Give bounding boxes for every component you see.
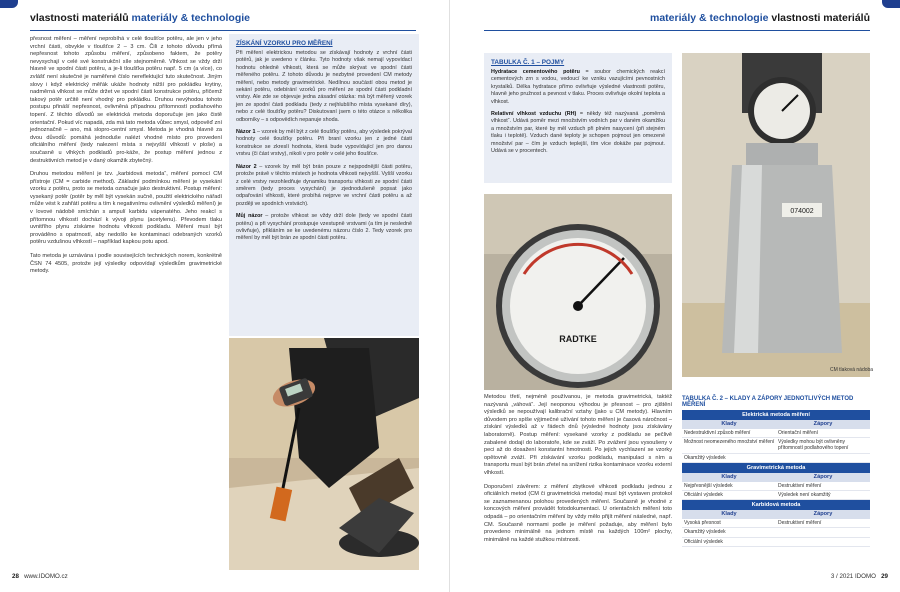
- term-label: Relativní vlhkost vzduchu (RH): [491, 111, 577, 118]
- opinion-text: – vzorek by měl být z celé tloušťky potěru, aby výsledek pokrýval hodnoty celé tloušťky potěru. Při braní vzorku jen z jedné části konstrukce se zkreslí hodnota, která bude vypovídající jen pro danou vrstvu (či část vrstvy), nikoli v pro potěr v celé jeho tloušťce.: [236, 129, 412, 158]
- term-label: Hydratace cementového potěru: [491, 69, 580, 75]
- table-row: [682, 491, 870, 500]
- header-section-accent: materiály & technologie: [650, 12, 769, 24]
- left-footer: [12, 573, 68, 580]
- right-text-column: [484, 394, 672, 550]
- moisture-meter-illustration: [229, 338, 419, 570]
- pros-cell: Oficiální výsledek: [684, 538, 723, 545]
- gauge-illustration: [484, 194, 672, 390]
- pros-cell: Nedestruktivní způsob měření: [684, 430, 751, 436]
- pros-cell: Možnost neomezeného množství měření: [684, 439, 775, 446]
- vessel-serial-label: 074002: [790, 208, 814, 215]
- header-rule: [30, 30, 416, 31]
- opinion-label: Názor 1: [236, 129, 256, 136]
- header-section-dark: vlastnosti materiálů: [771, 12, 870, 24]
- cons-cell: Výsledek není okamžitý: [778, 492, 831, 499]
- photo-caption: CM tlaková nádoba: [830, 367, 874, 373]
- table-row: [682, 538, 870, 547]
- term-item: [491, 111, 665, 155]
- opinion-label: Názor 2: [236, 163, 257, 170]
- sidebar-title: TABULKA Č. 1 – POJMY: [491, 59, 565, 66]
- table-row: [682, 438, 870, 453]
- pros-header: Klady: [721, 473, 737, 480]
- page-corner-tab: [882, 0, 900, 8]
- vessel-illustration: [682, 53, 870, 377]
- opinion-item: [236, 164, 412, 208]
- cons-cell: Destruktivní měření: [778, 482, 822, 489]
- table-column-header: [682, 473, 870, 482]
- footer-issue: 3 / 2021 IDOMO: [830, 573, 876, 580]
- left-text-column: [30, 36, 222, 282]
- pros-cell: Nejpřesnější výsledek: [684, 482, 733, 489]
- footer-url: www.IDOMO.cz: [24, 573, 68, 580]
- pros-cell: Oficiální výsledek: [684, 492, 723, 499]
- cons-cell: [776, 529, 870, 535]
- cons-header: Zápory: [813, 511, 833, 518]
- cons-cell: Orientační měření: [778, 430, 819, 436]
- table-column-header: [682, 510, 870, 519]
- table-section-header: Elektrická metoda měření: [682, 410, 870, 420]
- pressure-gauge-photo: [484, 194, 672, 390]
- table-row: [682, 519, 870, 528]
- cons-cell: [776, 539, 870, 545]
- cons-cell: Destruktivní měření: [778, 520, 822, 527]
- term-text: = soubor chemických reakcí cementových zrn s vodou, vedoucí ke vzniku vazujícími pevnostních krystalků. Délka hydratace přímo ovlivňuje výsledné vlastnosti potěru, hlavně jeho pružnost a pevnost v tlaku. Proces ovlivňuje okolní teplota a vlhkost.: [491, 69, 665, 105]
- pros-cell: Okamžitý výsledek: [684, 529, 726, 536]
- opinion-label: Můj názor: [236, 213, 263, 220]
- header-rule: [484, 30, 870, 31]
- paragraph: Druhou metodou měření je tzv. „karbidová metoda“, měření pomocí CM přístroje (CM = carbide method). Základní podmínkou měření je vysekání vzorku z potěru, proto se metoda označuje jako destruktivní. Postup měření: vysekaný potěr (potěr by měl být vysekán sučně, použití elektrického nářadí může vést k zahřátí potěru a tím k negativnímu ovlivnění výsledků měření) je v lovové nádobě smíchán s ampulí karbidu vápenatého. Jeho reakcí s přítomnou vlhkostí dochází k vývoji plynu (acetylenu). Převodem tlaku uvnitřího plynu získáme hodnotu vlhkosti podkladu. Měření musí být prováděno s opatrností, aby nedošlo ke kontaminaci odebraných vzorků potěru vzdušnou vlhkostí – například kapkou potu apod.: [30, 171, 222, 246]
- terms-sidebar-box: [484, 53, 672, 183]
- opinion-text: – protože vlhkost se vždy drží dole (tedy ve spodní části potěru) a při vysychání prostupuje vzestupně vrstvami (a tím je nesledně ovlivňuje), přikláním se ke uvedenému názoru číslo 2. Tedy vzorek pro měření by měl být brán ze spodní části potěru.: [236, 213, 412, 242]
- sidebar-title: ZÍSKÁNÍ VZORKU PRO MĚŘENÍ: [236, 40, 333, 47]
- table-row: [682, 528, 870, 537]
- left-running-header: [30, 12, 250, 24]
- cons-cell: [776, 455, 870, 461]
- table-row: [682, 482, 870, 491]
- page-number: 29: [881, 573, 888, 580]
- header-section-accent: materiály & technologie: [131, 12, 250, 24]
- table-row: [682, 429, 870, 438]
- table-body: [682, 410, 870, 547]
- page-number: 28: [12, 573, 19, 580]
- opinion-text: – vzorek by měl být brán pouze z nejspodnější části potěru, protože právě v těchto místech je hodnota vlhkosti nejvyšší. Vyšší vzorku z celé vrstvy nezohledňuje dynamiku transportu vlhkosti ze spodní části směrem (tedy proces vysychání) je zjednodušeně popsat jako odpařování vlhkosti, které probíhá nejprve ve vrchní části potěru a až později ve spodních vrstvách).: [236, 163, 412, 207]
- moisture-meter-photo: [229, 338, 419, 570]
- table-row: [682, 454, 870, 463]
- term-text: = někdy též nazývaná „poměrná vlhkost“. Udává poměr mezi množstvím vodních par v daném okamžiku a množstvím par, které by měl vzduch při plném nasycení (při stejném tlaku i teplotě). Vzduch dané teploty je schopen pojmout jen omezené množství par – čím je vzduch teplejší, tím více dokáže par pojmout. Udává se v procentech.: [491, 111, 666, 155]
- page-corner-tab: [0, 0, 18, 8]
- table-column-header: [682, 420, 870, 429]
- paragraph: přesnost měření – měření neprobíhá v celé tloušťce potěru, ale jen v jeho vrchní části, obvykle v tloušťce 2 – 3 cm. Čili z tohoto důvodu přímá nepřesnost tohoto způsobu měření, způsobeno faktem, že potěry nevysychají v celé své konstrukční síle stejnoměrně. Vlhkost se vždy drží hlavně ve spodní části potěru, a je-li tloušťka potěru např. 5 cm (a více), co zvlášť není skutečné je naměřené číslo nereflektující tuto skutečnost. Jiným slovy i když elektrický měřák ukáže hodnoty nižší pro pokládku krytiny, nadměrná vlhkost se může držet ve spodní části konstrukce potěru, přičemž takový potěr určitě není vhodný pro pokládku. Druhou nevýhodou tohoto postupu přináší nepřesnost, ovlivněná případnou přítomností podlahového topení. Z těchto důvodů se elektrická metoda doporučuje jen jako čistě orientační. Pokud víc napadá, zda má tato metoda vůbec smysl, odpověď zní jednoznačně – ano, má slopro-centní smysl. Metoda je vhodná hlavně za dvou důvodů: pomáhá jednoduše nalézt vhodné místo pro provedení oficiálního měření (tedy nalezení místa s nejvyšší vlhkostí v ploše) a současně u vlhkých podkladů pro-káže, že postup měření jednou z destruktivních metod je v daný okamžik zbytečný.: [30, 36, 222, 164]
- table-title: TABULKA Č. 2 – KLADY A ZÁPORY JEDNOTLIVÝCH METOD MĚŘENÍ: [682, 396, 854, 408]
- pros-header: Klady: [721, 421, 737, 427]
- cons-cell: Výsledky mohou být ovlivněny přítomností podlahového topení: [778, 439, 849, 452]
- paragraph: Tato metoda je uznávána i podle souvisejících technických norem, konkrétně ČSN 74 4505, protože její výsledky odpovídají výsledkům gravimetrické metody.: [30, 253, 222, 275]
- header-section-dark: vlastnosti materiálů: [30, 12, 129, 24]
- pros-cell: Okamžitý výsledek: [684, 454, 726, 461]
- cons-header: Zápory: [813, 473, 833, 480]
- table-section-header: Karbidová metoda: [682, 500, 870, 510]
- opinion-item: [236, 213, 412, 243]
- sidebar-intro: Při měření elektrickou metodou se získávají hodnoty z vrchní části potěrů, jak je uvedeno v článku. Tyto hodnoty však nemají vypovídací hodnotu ohledně vlhkosti, která se může skrývat ve spodní části měřeného potěru. Z tohoto důvodu je nezbytné provedení CM metody měření, nebo metody gravimetrické. Nedílnou součástí obou metod je sekání potěru, odebírání vzorků pro měření ze spodní části podkladní vrstvy. Ale zde se objevuje jedna zásadní otázka: má být měřený vzorek jen ze spodní části podkladu (tedy z nejhlubšího místa vysekané díry), nebo z celé tloušťky potěru? Diskutovaní jsem o této otázce s několika odborníky – s odpovědích nepanuje shoda.: [236, 50, 412, 123]
- methods-comparison-table: [682, 396, 870, 547]
- right-footer: [831, 573, 888, 580]
- gauge-brand-label: RADTKE: [559, 334, 597, 344]
- term-item: [491, 69, 665, 106]
- paragraph: Metodou třetí, nejméně používanou, je metoda gravimetrická, taktéž nazývaná „váhová“. Její neoponou výhodou je přesnost – pro zjištění výsledků se nepoužívají kalibrační vztahy (jako u CM metody). Hlavním důvodem pro spíše výjimečné užívání tohoto měření je časová náročnost – získání výsledků až v řádech dnů (výsledné hodnoty jsou získávány laboratorně). Postup měření: vysekané vzorky z podkladu se pečlivě zabalené dodají do laboratoře, kde se zváží. Po zvážení jsou vysoušeny v peci až do dosažení konstantní hmotnosti. Po jejich vychlazení se vzorky opětovně zváží. Při získávání vzorku podkladu, manipulaci s ním a transportu musí být brán zřetel na snížení rizika kontaminace vzorku externí vlhkostí.: [484, 394, 672, 476]
- opinion-item: [236, 129, 412, 159]
- pros-cell: Vysoká přesnost: [684, 520, 721, 527]
- right-running-header: [650, 12, 870, 24]
- paragraph: Doporučení závěrem: z měření zbytkové vlhkosti podkladu jednou z oficiálních metod (CM či gravimetrická metoda) musí být vystaven protokol se zaznamenanou polohou provedených měření. Současně je vhodné z koncových měření provádět fotodokumentaci. U orientačních měření toto odpadá – po orientačním měření by vždy mělo přijít měření následné, např. CM. Současně normami podle je měření požaduje, aby měření bylo provedeno minimálně na jednom místě na každých 100m² plochy, minimálně na každé stužkou místnosti.: [484, 483, 672, 543]
- right-page: [450, 0, 900, 592]
- pros-header: Klady: [721, 511, 737, 518]
- sampling-sidebar-box: [229, 34, 419, 336]
- table-section-header: Gravimetrická metoda: [682, 463, 870, 473]
- cons-header: Zápory: [813, 421, 833, 427]
- cm-pressure-vessel-photo: [682, 53, 870, 377]
